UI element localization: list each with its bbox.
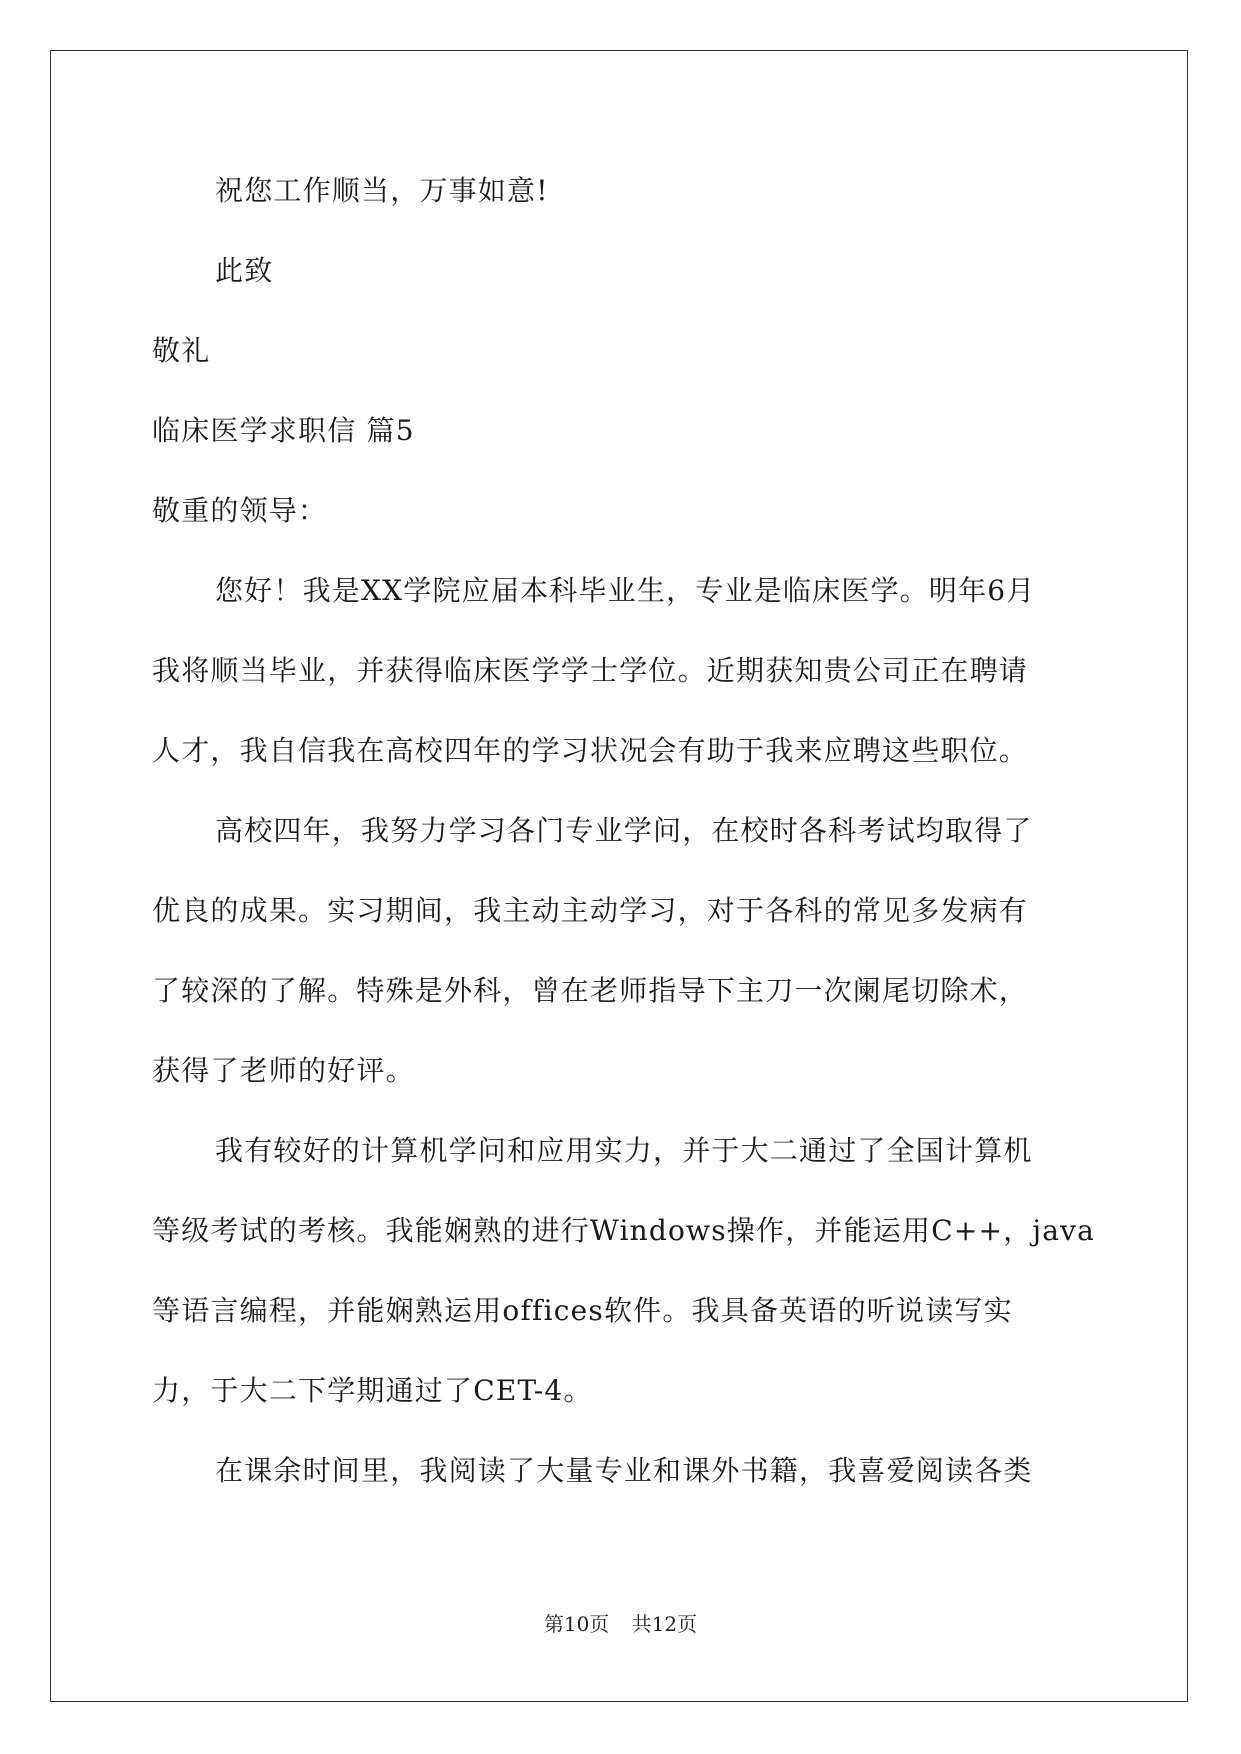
paragraph-line: 等级考试的考核。我能娴熟的进行Windows操作，并能运用C++，java [152,1214,1096,1247]
closing-jingli: 敬礼 [152,334,211,367]
section-title: 临床医学求职信 篇5 [152,414,415,447]
paragraph-line: 等语言编程，并能娴熟运用offices软件。我具备英语的听说读写实 [152,1294,1013,1327]
paragraph-line: 优良的成果。实习期间，我主动主动学习，对于各科的常见多发病有 [152,894,1029,927]
paragraph-line: 高校四年，我努力学习各门专业学问，在校时各科考试均取得了 [215,814,1033,847]
page-footer [0,1612,1241,1636]
paragraph-line: 力，于大二下学期通过了CET-4。 [152,1374,593,1407]
paragraph-line: 我将顺当毕业，并获得临床医学学士学位。近期获知贵公司正在聘请 [152,654,1029,687]
paragraph-line: 了较深的了解。特殊是外科，曾在老师指导下主刀一次阑尾切除术， [152,974,1029,1007]
closing-wish: 祝您工作顺当，万事如意! [215,174,549,207]
paragraph-line: 人才，我自信我在高校四年的学习状况会有助于我来应聘这些职位。 [152,734,1029,767]
paragraph-line: 您好！我是XX学院应届本科毕业生，专业是临床医学。明年6月 [215,574,1036,607]
closing-cizhi: 此致 [215,254,274,287]
paragraph-line: 在课余时间里，我阅读了大量专业和课外书籍，我喜爱阅读各类 [215,1454,1033,1487]
paragraph-line: 我有较好的计算机学问和应用实力，并于大二通过了全国计算机 [215,1134,1033,1167]
page-number: 第10页 [543,1612,610,1636]
salutation: 敬重的领导： [152,494,328,527]
page-total: 共12页 [631,1612,698,1636]
paragraph-line: 获得了老师的好评。 [152,1054,415,1087]
